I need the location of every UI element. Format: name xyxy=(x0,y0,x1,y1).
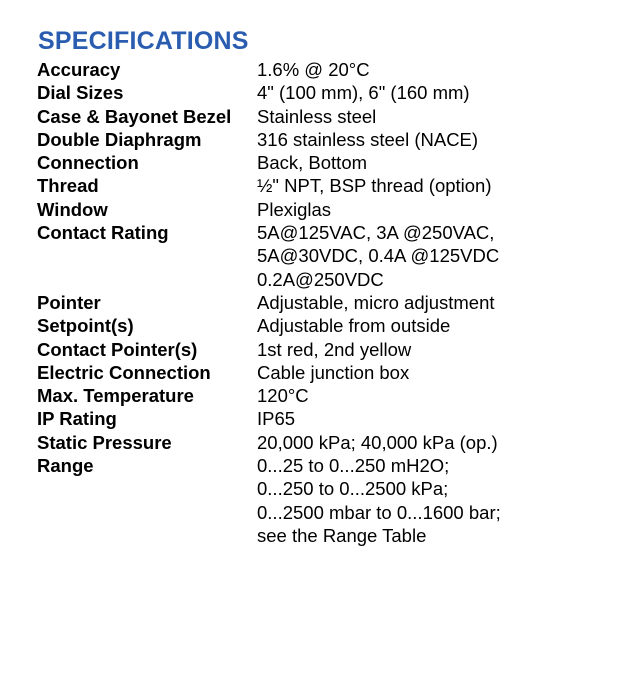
spec-value-line: IP65 xyxy=(257,408,296,430)
spec-label: Case & Bayonet Bezel xyxy=(37,105,232,127)
spec-label: Accuracy xyxy=(37,59,121,80)
spec-value-line: 1.6% @ 20°C xyxy=(257,59,370,80)
spec-value-line: Plexiglas xyxy=(257,198,332,220)
spec-value xyxy=(257,314,597,337)
spec-value-line: 1st red, 2nd yellow xyxy=(257,338,412,360)
page-title: SPECIFICATIONS xyxy=(38,27,249,55)
spec-row-range xyxy=(37,454,597,547)
spec-value xyxy=(257,198,597,221)
spec-label: Connection xyxy=(37,152,139,174)
spec-value xyxy=(257,151,597,174)
spec-row-pointer xyxy=(37,291,597,314)
spec-label: Max. Temperature xyxy=(37,385,194,407)
spec-value xyxy=(257,361,597,384)
spec-row-max-temperature xyxy=(37,384,597,407)
spec-value-line: 20,000 kPa; 40,000 kPa (op.) xyxy=(257,431,498,453)
spec-value-line: Cable junction box xyxy=(257,361,410,383)
spec-row-double-diaphragm xyxy=(37,128,597,151)
spec-row-dial-sizes xyxy=(37,81,597,104)
spec-row-case-bezel xyxy=(37,105,597,128)
spec-row-electric-connection xyxy=(37,361,597,384)
spec-value xyxy=(257,291,597,314)
spec-value-line: 0...25 to 0...250 mH2O; xyxy=(257,455,450,477)
spec-label: IP Rating xyxy=(37,408,117,430)
spec-label: Contact Rating xyxy=(37,222,169,244)
spec-value xyxy=(257,338,597,361)
spec-value xyxy=(257,174,597,197)
spec-value-line: 5A@125VAC, 3A @250VAC, xyxy=(257,222,495,244)
spec-value-line: 316 stainless steel (NACE) xyxy=(257,128,479,150)
spec-value xyxy=(257,221,597,291)
spec-value xyxy=(257,407,597,430)
spec-label: Electric Connection xyxy=(37,361,211,383)
spec-value xyxy=(257,81,597,104)
spec-value-line: 0...250 to 0...2500 kPa; xyxy=(257,478,449,500)
spec-label: Window xyxy=(37,198,108,220)
spec-value-line: Adjustable from outside xyxy=(257,315,451,337)
spec-value-line: 120°C xyxy=(257,385,309,407)
spec-row-contact-pointers xyxy=(37,338,597,361)
spec-row-contact-rating xyxy=(37,221,597,291)
spec-value-line: Adjustable, micro adjustment xyxy=(257,291,495,313)
spec-label: Dial Sizes xyxy=(37,82,124,104)
spec-row-thread xyxy=(37,174,597,197)
spec-value-line: ½" NPT, BSP thread (option) xyxy=(257,175,492,197)
spec-row-connection xyxy=(37,151,597,174)
spec-value xyxy=(257,431,597,454)
spec-row-accuracy xyxy=(37,58,597,81)
spec-label: Range xyxy=(37,455,94,477)
spec-label: Thread xyxy=(37,175,99,197)
spec-row-static-pressure xyxy=(37,431,597,454)
spec-value xyxy=(257,454,597,547)
spec-value-line: see the Range Table xyxy=(257,524,427,546)
spec-label: Pointer xyxy=(37,291,101,313)
spec-row-ip-rating xyxy=(37,407,597,430)
spec-value-line: 4" (100 mm), 6" (160 mm) xyxy=(257,82,470,104)
specifications-table xyxy=(37,58,597,547)
spec-label: Contact Pointer(s) xyxy=(37,338,198,360)
spec-value-line: 0.2A@250VDC xyxy=(257,268,384,290)
spec-row-setpoints xyxy=(37,314,597,337)
spec-value-line: Back, Bottom xyxy=(257,152,368,174)
spec-label: Setpoint(s) xyxy=(37,315,134,337)
spec-row-window xyxy=(37,198,597,221)
spec-label: Static Pressure xyxy=(37,431,172,453)
spec-value xyxy=(257,58,597,81)
spec-value-line: Stainless steel xyxy=(257,105,377,127)
spec-label: Double Diaphragm xyxy=(37,128,202,150)
spec-value-line: 0...2500 mbar to 0...1600 bar; xyxy=(257,501,501,523)
spec-value xyxy=(257,105,597,128)
spec-value xyxy=(257,128,597,151)
spec-value xyxy=(257,384,597,407)
spec-value-line: 5A@30VDC, 0.4A @125VDC xyxy=(257,245,500,267)
